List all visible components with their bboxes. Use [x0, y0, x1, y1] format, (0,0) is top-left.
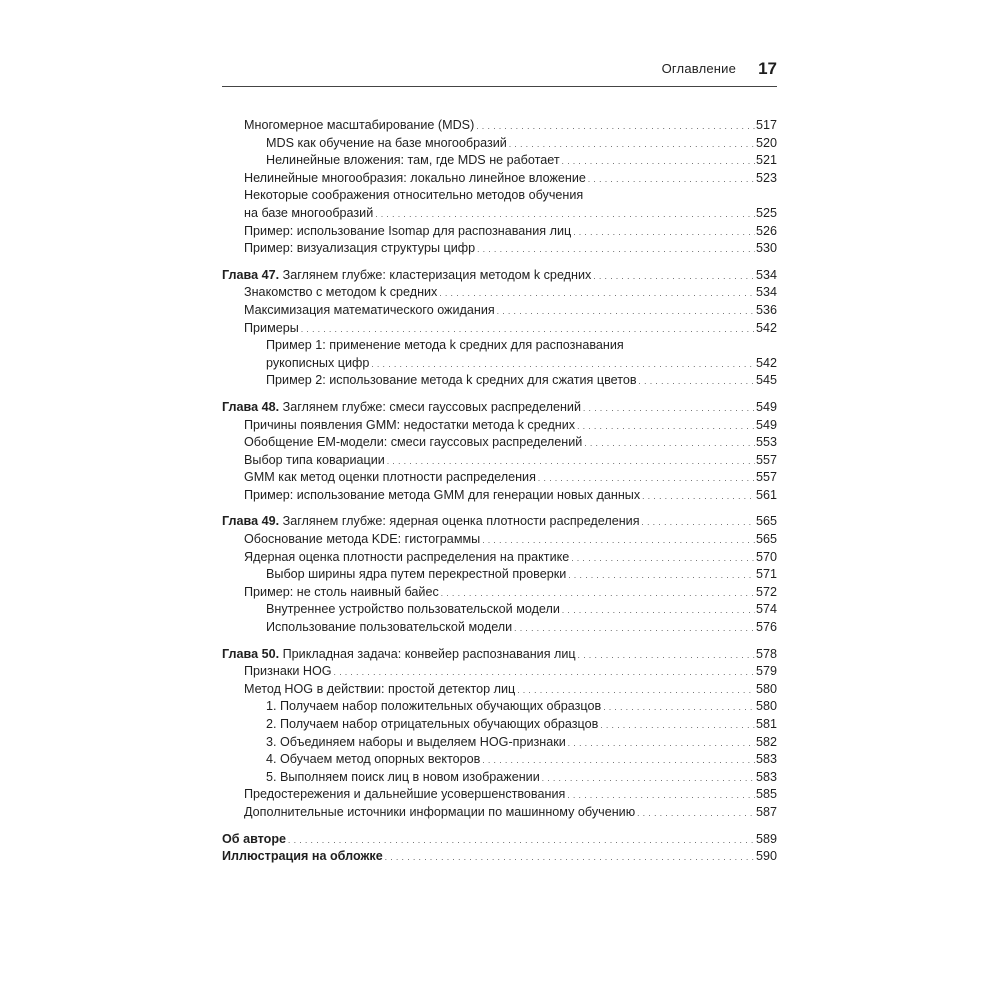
chapter-title: Заглянем глубже: смеси гауссовых распределений: [282, 399, 581, 414]
toc-entry-page: 565: [755, 514, 777, 529]
toc-entry-page: 572: [755, 584, 777, 599]
toc-entry-page: 542: [755, 320, 777, 335]
leader-dots: [642, 519, 755, 527]
toc-chapter-50[interactable]: [222, 646, 777, 664]
toc-entry-title: Иллюстрация на обложке: [222, 849, 383, 864]
toc-entry[interactable]: [266, 619, 777, 637]
toc-entry-about-author[interactable]: [222, 831, 777, 849]
leader-dots: [593, 273, 755, 281]
leader-dots: [476, 123, 755, 131]
chapter-label: Глава 49.: [222, 514, 280, 529]
toc-entry[interactable]: [244, 187, 777, 222]
leader-dots: [387, 458, 755, 466]
toc-entry-page: 571: [755, 567, 777, 582]
toc-entry-page: 557: [755, 470, 777, 485]
leader-dots: [583, 405, 755, 413]
leader-dots: [639, 378, 755, 386]
toc-entry-page: 583: [755, 769, 777, 784]
toc-entry-title: Пример 2: использование метода k средних для сжатия цветов: [266, 373, 637, 388]
toc-entry-title: Об авторе: [222, 831, 287, 846]
leader-dots: [375, 211, 755, 219]
toc-entry-page: 582: [755, 734, 777, 749]
toc-entry-page: 545: [755, 373, 777, 388]
toc-entry[interactable]: [266, 698, 777, 716]
toc-entry[interactable]: [266, 769, 777, 787]
toc-entry[interactable]: [266, 152, 777, 170]
toc-entry-title: 5. Выполняем поиск лиц в новом изображении: [266, 769, 540, 784]
toc-entry-title: Признаки HOG: [244, 664, 332, 679]
toc-entry-page: 561: [755, 487, 777, 502]
toc-entry-title: Примеры: [244, 320, 299, 335]
toc-entry-title: 2. Получаем набор отрицательных обучающих образцов: [266, 717, 599, 731]
leader-dots: [385, 854, 755, 862]
toc-entry-page: 520: [755, 135, 777, 150]
chapter-label: Глава 47.: [222, 267, 280, 282]
leader-dots: [584, 440, 755, 448]
toc-entry[interactable]: [244, 417, 777, 435]
toc-entry-title: Максимизация математического ожидания: [244, 302, 495, 317]
leader-dots: [288, 837, 755, 845]
toc-entry-page: 526: [755, 223, 777, 238]
toc-entry[interactable]: [244, 531, 777, 549]
chapter-title: Прикладная задача: конвейер распознавания лиц: [282, 646, 576, 661]
leader-dots: [573, 229, 755, 237]
toc-entry-page: 549: [755, 417, 777, 432]
leader-dots: [567, 792, 755, 800]
toc-entry-page: 534: [755, 267, 777, 282]
leader-dots: [482, 757, 755, 765]
leader-dots: [568, 740, 755, 748]
toc-entry[interactable]: [266, 734, 777, 752]
toc-entry[interactable]: [244, 786, 777, 804]
toc-entry-title: Пример: использование метода GMM для генерации новых данных: [244, 487, 641, 502]
toc-entry-page: 521: [755, 153, 777, 168]
toc-entry[interactable]: [244, 284, 777, 302]
leader-dots: [439, 290, 755, 298]
toc-entry[interactable]: [266, 135, 777, 153]
chapter-title: Заглянем глубже: кластеризация методом k средних: [282, 267, 592, 282]
toc-entry-title: Причины появления GMM: недостатки метода k средних: [244, 417, 576, 432]
toc-entry-title: Внутреннее устройство пользовательской модели: [266, 602, 560, 617]
leader-dots: [517, 687, 755, 695]
leader-dots: [562, 158, 755, 166]
toc-entry-title: Нелинейные многообразия: локально линейное вложение: [244, 170, 586, 185]
leader-dots: [482, 537, 755, 545]
leader-dots: [334, 669, 755, 677]
toc-entry[interactable]: [266, 372, 777, 390]
toc-entry-title: Выбор ширины ядра путем перекрестной проверки: [266, 567, 567, 582]
toc-entry-page: 565: [755, 532, 777, 547]
toc-entry-page: 536: [755, 302, 777, 317]
leader-dots: [600, 722, 755, 730]
toc-entry-page: 542: [755, 355, 777, 370]
chapter-label: Глава 50.: [222, 646, 280, 661]
toc-entry-title: рукописных цифр: [266, 355, 370, 370]
toc-entry[interactable]: [266, 337, 777, 372]
toc-entry-page: 580: [755, 699, 777, 714]
toc-entry-title: Пример: не столь наивный байес: [244, 584, 439, 599]
toc-entry-page: 553: [755, 435, 777, 450]
toc-entry[interactable]: [244, 223, 777, 241]
toc-entry[interactable]: [244, 681, 777, 699]
leader-dots: [562, 607, 755, 615]
page-number: 17: [758, 59, 777, 78]
toc-entry-title: Многомерное масштабирование (MDS): [244, 118, 475, 132]
toc-entry-page: 578: [755, 646, 777, 661]
leader-dots: [441, 590, 755, 598]
toc-entry-page: 585: [755, 787, 777, 802]
toc-entry-title: 1. Получаем набор положительных обучающих образцов: [266, 699, 602, 714]
leader-dots: [637, 810, 755, 818]
toc-entry-title: Обоснование метода KDE: гистограммы: [244, 532, 481, 547]
toc-entry[interactable]: [244, 549, 777, 567]
toc-entry-title: GMM как метод оценки плотности распределения: [244, 470, 536, 485]
chapter-title: Заглянем глубже: ядерная оценка плотности распределения: [282, 514, 640, 529]
toc-entry[interactable]: [266, 751, 777, 769]
toc-entry-title: Пример: визуализация структуры цифр: [244, 241, 476, 256]
toc-entry-title: Дополнительные источники информации по машинному обучению: [244, 804, 636, 819]
toc-entry-page: 570: [755, 549, 777, 564]
toc-entry-title: Выбор типа ковариации: [244, 452, 385, 467]
leader-dots: [538, 475, 755, 483]
toc-entry[interactable]: [244, 663, 777, 681]
toc-entry-title: Знакомство с методом k средних: [244, 285, 438, 300]
toc-entry-page: 583: [755, 752, 777, 767]
toc-entry-title: Предостережения и дальнейшие усовершенствования: [244, 787, 566, 802]
toc-entry[interactable]: [244, 240, 777, 258]
toc-entry-title: 3. Объединяем наборы и выделяем HOG-признаки: [266, 734, 566, 749]
toc-entry-page: 523: [755, 170, 777, 185]
leader-dots: [578, 652, 755, 660]
toc-entry[interactable]: [266, 566, 777, 584]
toc-entry[interactable]: [266, 601, 777, 619]
leader-dots: [497, 308, 755, 316]
leader-dots: [603, 704, 755, 712]
toc-entry[interactable]: [244, 117, 777, 135]
toc-entry-title: Нелинейные вложения: там, где MDS не работает: [266, 153, 560, 168]
toc-entry[interactable]: [244, 452, 777, 470]
toc-entry-page: 557: [755, 452, 777, 467]
toc-entry-page: 534: [755, 285, 777, 300]
leader-dots: [301, 326, 755, 334]
leader-dots: [509, 141, 755, 149]
leader-dots: [568, 572, 755, 580]
toc-entry-page: 576: [755, 620, 777, 635]
toc-entry-page: 549: [755, 399, 777, 414]
toc-entry[interactable]: [244, 302, 777, 320]
leader-dots: [477, 246, 755, 254]
leader-dots: [577, 423, 755, 431]
toc-entry-title: Пример: использование Isomap для распознавания лиц: [244, 223, 572, 238]
toc-entry-page: 581: [755, 717, 777, 731]
toc-entry-title: Обобщение EM-модели: смеси гауссовых распределений: [244, 435, 583, 450]
running-header: [222, 58, 777, 87]
toc-entry[interactable]: [244, 469, 777, 487]
toc-entry-page: 589: [755, 831, 777, 846]
toc-chapter-49[interactable]: [222, 513, 777, 531]
running-header-section: Оглавление: [661, 61, 737, 76]
toc-entry-page: 580: [755, 681, 777, 696]
toc-entry-title: Использование пользовательской модели: [266, 620, 513, 635]
leader-dots: [371, 361, 755, 369]
toc-entry[interactable]: [244, 804, 777, 822]
toc-entry-page: 530: [755, 241, 777, 256]
table-of-contents: [222, 117, 777, 866]
chapter-label: Глава 48.: [222, 399, 280, 414]
toc-entry-title-line1: Пример 1: применение метода k средних для распознавания: [266, 338, 624, 353]
toc-entry-title: на базе многообразий: [244, 205, 374, 220]
toc-entry-title: MDS как обучение на базе многообразий: [266, 135, 507, 150]
toc-entry-cover-illustration[interactable]: [222, 848, 777, 866]
leader-dots: [542, 775, 755, 783]
toc-entry[interactable]: [244, 487, 777, 505]
leader-dots: [514, 625, 755, 633]
toc-entry-page: 517: [755, 118, 777, 132]
leader-dots: [571, 555, 755, 563]
toc-entry-title: Ядерная оценка плотности распределения на практике: [244, 549, 570, 564]
toc-entry[interactable]: [244, 170, 777, 188]
toc-chapter-48[interactable]: [222, 399, 777, 417]
toc-entry-page: 590: [755, 849, 777, 864]
toc-entry-title: Метод HOG в действии: простой детектор лиц: [244, 681, 516, 696]
toc-entry-page: 587: [755, 804, 777, 819]
toc-chapter-47[interactable]: [222, 267, 777, 285]
leader-dots: [588, 176, 755, 184]
leader-dots: [642, 493, 755, 501]
toc-entry-page: 579: [755, 664, 777, 679]
toc-entry[interactable]: [244, 434, 777, 452]
toc-entry-title-line1: Некоторые соображения относительно методов обучения: [244, 188, 584, 203]
toc-entry[interactable]: [244, 584, 777, 602]
toc-entry[interactable]: [244, 320, 777, 338]
toc-entry-page: 525: [755, 205, 777, 220]
toc-entry-page: 574: [755, 602, 777, 617]
toc-entry[interactable]: [266, 716, 777, 734]
toc-entry-title: 4. Обучаем метод опорных векторов: [266, 752, 481, 767]
